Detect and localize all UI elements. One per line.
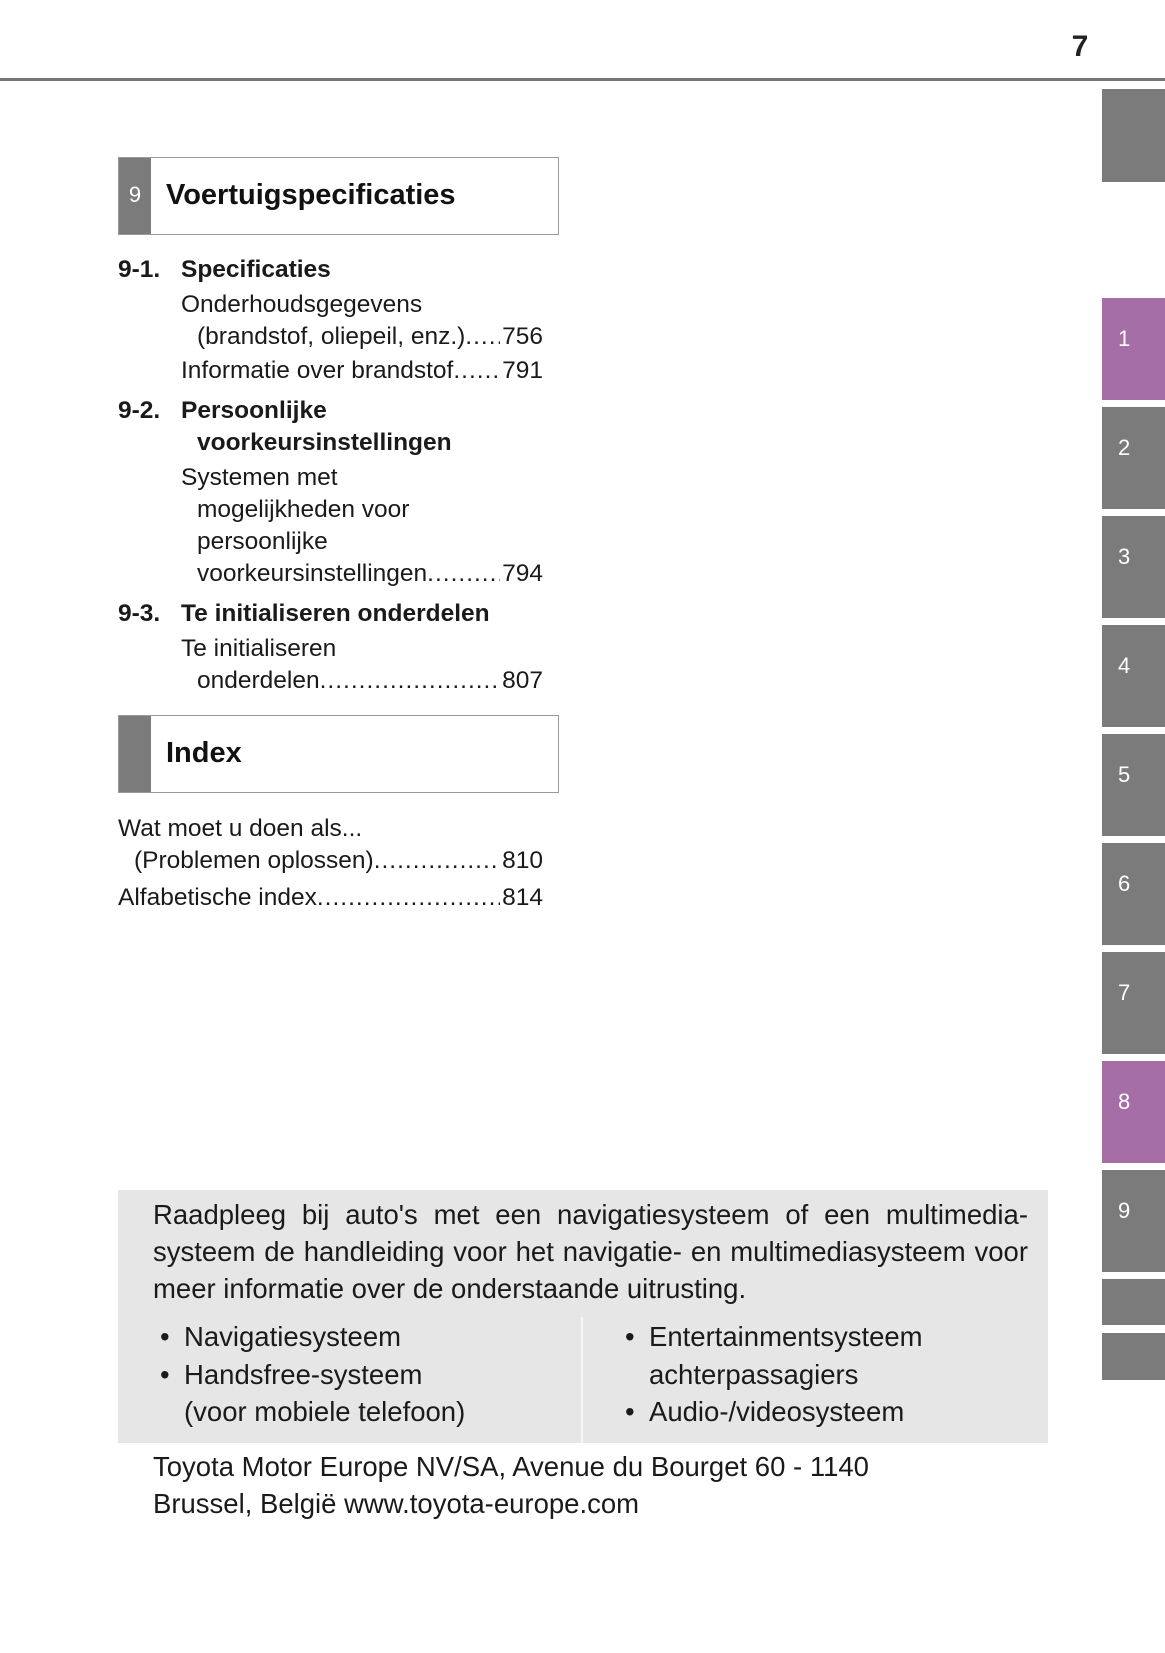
toc-entry-text: (Problemen oplossen) — [134, 847, 374, 874]
side-tab-5[interactable]: 5 — [1102, 734, 1165, 836]
toc-subsection-title[interactable]: Te initialiseren onderdelen — [181, 600, 490, 627]
bullet-item — [625, 1318, 923, 1355]
side-tab-blank-top[interactable] — [1102, 89, 1165, 182]
toc-leader-dots — [453, 355, 500, 387]
toc-entry-text: Alfabetische index — [118, 884, 317, 911]
toc-page-number: 810 — [502, 847, 543, 874]
bullet-cont: achterpassagiers — [649, 1359, 859, 1390]
side-tab-6[interactable]: 6 — [1102, 843, 1165, 945]
toc-entry-text: Informatie over brandstof — [181, 357, 454, 384]
section-title: Voertuigspecificaties — [166, 179, 456, 211]
toc-entry-line[interactable]: Wat moet u doen als... — [118, 815, 363, 842]
section-title: Index — [166, 737, 242, 769]
bullet-text: Entertainmentsysteem — [649, 1321, 923, 1352]
toc-subsection-title-cont[interactable]: voorkeursinstellingen — [197, 429, 452, 456]
toc-code-9-2: 9-2. — [118, 397, 161, 424]
toc-entry-line[interactable]: Te initialiseren — [181, 635, 337, 662]
side-tab-7[interactable]: 7 — [1102, 952, 1165, 1054]
side-tab-blank-b[interactable] — [1102, 1333, 1165, 1380]
bullet-dot: • — [625, 1321, 635, 1352]
toc-entry-text: onderdelen — [197, 667, 320, 694]
toc-leader-dots — [374, 845, 500, 877]
toc-entry-line[interactable]: mogelijkheden voor — [197, 496, 410, 523]
toc-page-number: 756 — [502, 323, 543, 350]
footer-line-2: Brussel, België www.toyota-europe.com — [153, 1488, 640, 1519]
side-tab-1[interactable]: 1 — [1102, 298, 1165, 400]
toc-entry[interactable] — [197, 321, 543, 353]
top-rule — [0, 78, 1165, 81]
section-header-9 — [118, 157, 559, 235]
toc-leader-dots — [427, 558, 500, 590]
toc-entry-line[interactable]: persoonlijke — [197, 528, 328, 555]
toc-leader-dots — [317, 882, 500, 914]
toc-page-number: 807 — [502, 667, 543, 694]
toc-entry-text: (brandstof, oliepeil, enz.) — [197, 323, 466, 350]
toc-subsection-title[interactable]: Persoonlijke — [181, 397, 327, 424]
side-tab-3[interactable]: 3 — [1102, 516, 1165, 618]
bullet-text: Audio-/videosysteem — [649, 1396, 905, 1427]
bullet-cont: (voor mobiele telefoon) — [184, 1396, 466, 1427]
bullet-item — [160, 1318, 402, 1355]
toc-entry[interactable] — [118, 882, 543, 914]
toc-entry-line[interactable]: Systemen met — [181, 464, 338, 491]
bullet-text: Navigatiesysteem — [184, 1321, 402, 1352]
toc-code-9-1: 9-1. — [118, 256, 161, 283]
side-tab-2[interactable]: 2 — [1102, 407, 1165, 509]
bullet-text: Handsfree-systeem — [184, 1359, 423, 1390]
toc-leader-dots — [465, 321, 500, 353]
section-number-bar — [119, 716, 151, 792]
toc-page-number: 814 — [502, 884, 543, 911]
section-number: 9 — [119, 158, 151, 234]
bullet-item — [625, 1393, 905, 1430]
toc-entry[interactable] — [134, 845, 543, 877]
toc-entry[interactable] — [197, 665, 543, 697]
toc-page-number: 791 — [502, 357, 543, 384]
side-tab-8[interactable]: 8 — [1102, 1061, 1165, 1163]
toc-code-9-3: 9-3. — [118, 600, 161, 627]
toc-leader-dots — [320, 665, 501, 697]
section-header-index — [118, 715, 559, 793]
bullet-item — [160, 1356, 423, 1393]
page-number: 7 — [1071, 30, 1089, 63]
footer-address — [153, 1448, 1028, 1522]
bullet-dot: • — [160, 1321, 170, 1352]
notice-text: Raadpleeg bij auto's met een navigatiesysteem of een multimedia-systeem de handleiding voor het navigatie- en multimediasysteem voor meer informatie over de onderstaande uitrusting. — [153, 1199, 1028, 1304]
toc-entry-line[interactable]: Onderhoudsgegevens — [181, 291, 423, 318]
side-tab-9[interactable]: 9 — [1102, 1170, 1165, 1272]
toc-page-number: 794 — [502, 560, 543, 587]
footer-line-1: Toyota Motor Europe NV/SA, Avenue du Bourget 60 - 1140 — [153, 1451, 869, 1482]
toc-entry-text: voorkeursinstellingen — [197, 560, 428, 587]
side-tab-blank-a[interactable] — [1102, 1279, 1165, 1325]
bullet-dot: • — [160, 1359, 170, 1390]
notice-divider — [581, 1317, 583, 1443]
side-tab-4[interactable]: 4 — [1102, 625, 1165, 727]
toc-subsection-title[interactable]: Specificaties — [181, 256, 331, 283]
toc-entry[interactable] — [197, 558, 543, 590]
toc-entry[interactable] — [181, 355, 543, 387]
bullet-dot: • — [625, 1396, 635, 1427]
